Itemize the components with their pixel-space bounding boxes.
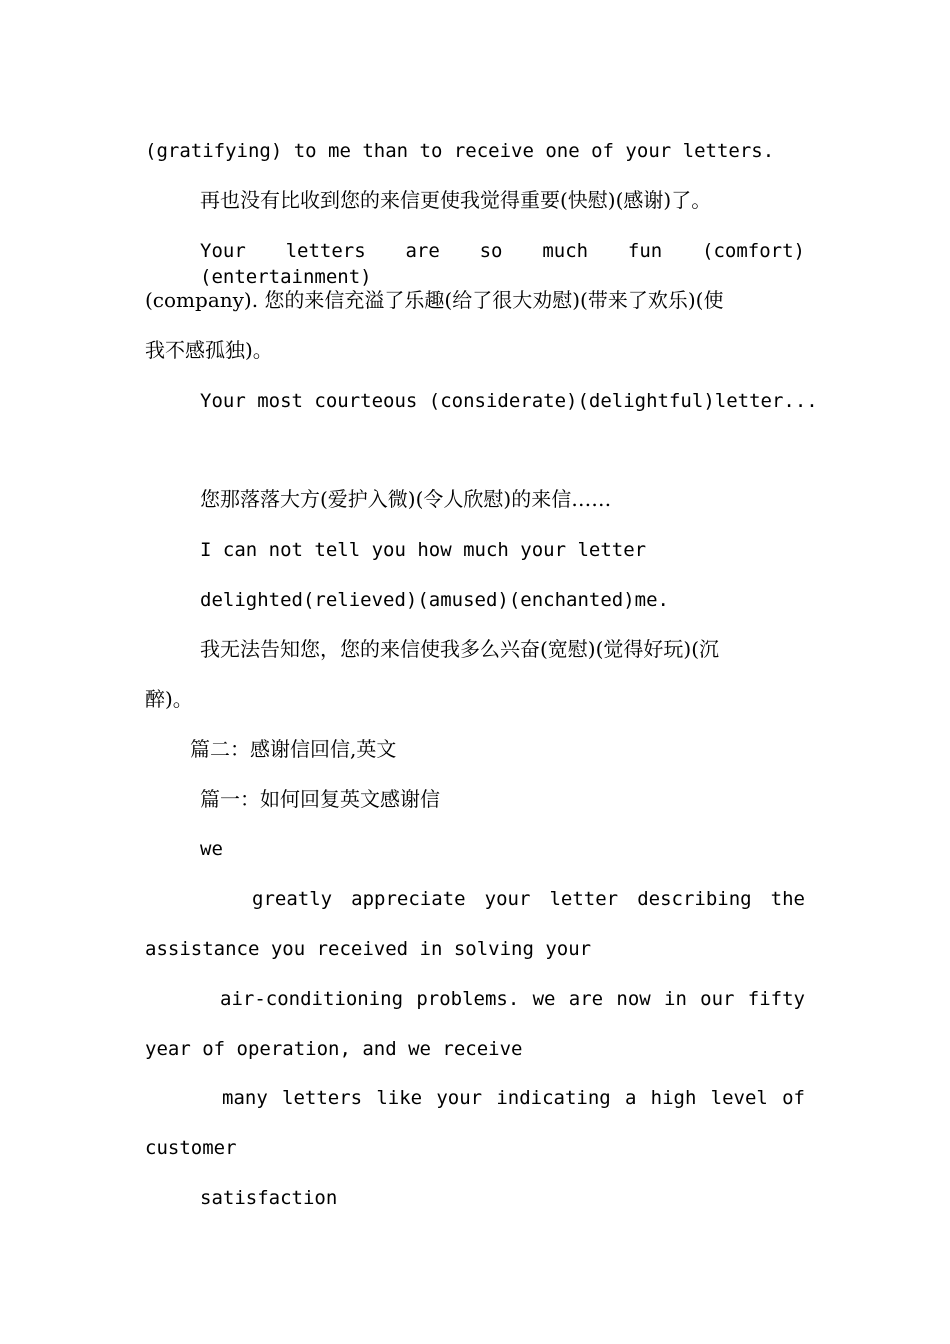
text-line: assistance you received in solving your bbox=[145, 938, 592, 960]
text-line: 我无法告知您，您的来信使我多么兴奋(宽慰)(觉得好玩)(沉 bbox=[200, 637, 720, 661]
text-line: many letters like your indicating a high level of bbox=[222, 1087, 805, 1109]
text-line: air-conditioning problems. we are now in our fifty bbox=[220, 988, 805, 1010]
text-line: satisfaction bbox=[200, 1187, 338, 1209]
text-line: 再也没有比收到您的来信更使我觉得重要(快慰)(感谢)了。 bbox=[200, 188, 712, 212]
text-line: 我不感孤独)。 bbox=[145, 338, 273, 362]
text-line: we bbox=[200, 838, 223, 860]
text-line: delighted(relieved)(amused)(enchanted)me. bbox=[200, 589, 669, 611]
text-line: (gratifying) to me than to receive one of your letters. bbox=[145, 140, 775, 162]
text-line: 您那落落大方(爱护入微)(令人欣慰)的来信…… bbox=[200, 487, 612, 511]
text-line: 醉)。 bbox=[145, 687, 193, 711]
text-line: Your letters are so much fun (comfort) (entertainment) bbox=[200, 240, 805, 288]
text-line: I can not tell you how much your letter bbox=[200, 539, 647, 561]
text-line: (company). 您的来信充溢了乐趣(给了很大劝慰)(带来了欢乐)(使 bbox=[145, 288, 724, 312]
text-line: customer bbox=[145, 1137, 237, 1159]
text-line: greatly appreciate your letter describing the bbox=[252, 888, 805, 910]
text-line: year of operation, and we receive bbox=[145, 1038, 523, 1060]
section-heading: 篇二：感谢信回信,英文 bbox=[190, 737, 397, 761]
section-heading: 篇一：如何回复英文感谢信 bbox=[200, 787, 440, 811]
text-line: Your most courteous (considerate)(delightful)letter... bbox=[200, 390, 818, 412]
